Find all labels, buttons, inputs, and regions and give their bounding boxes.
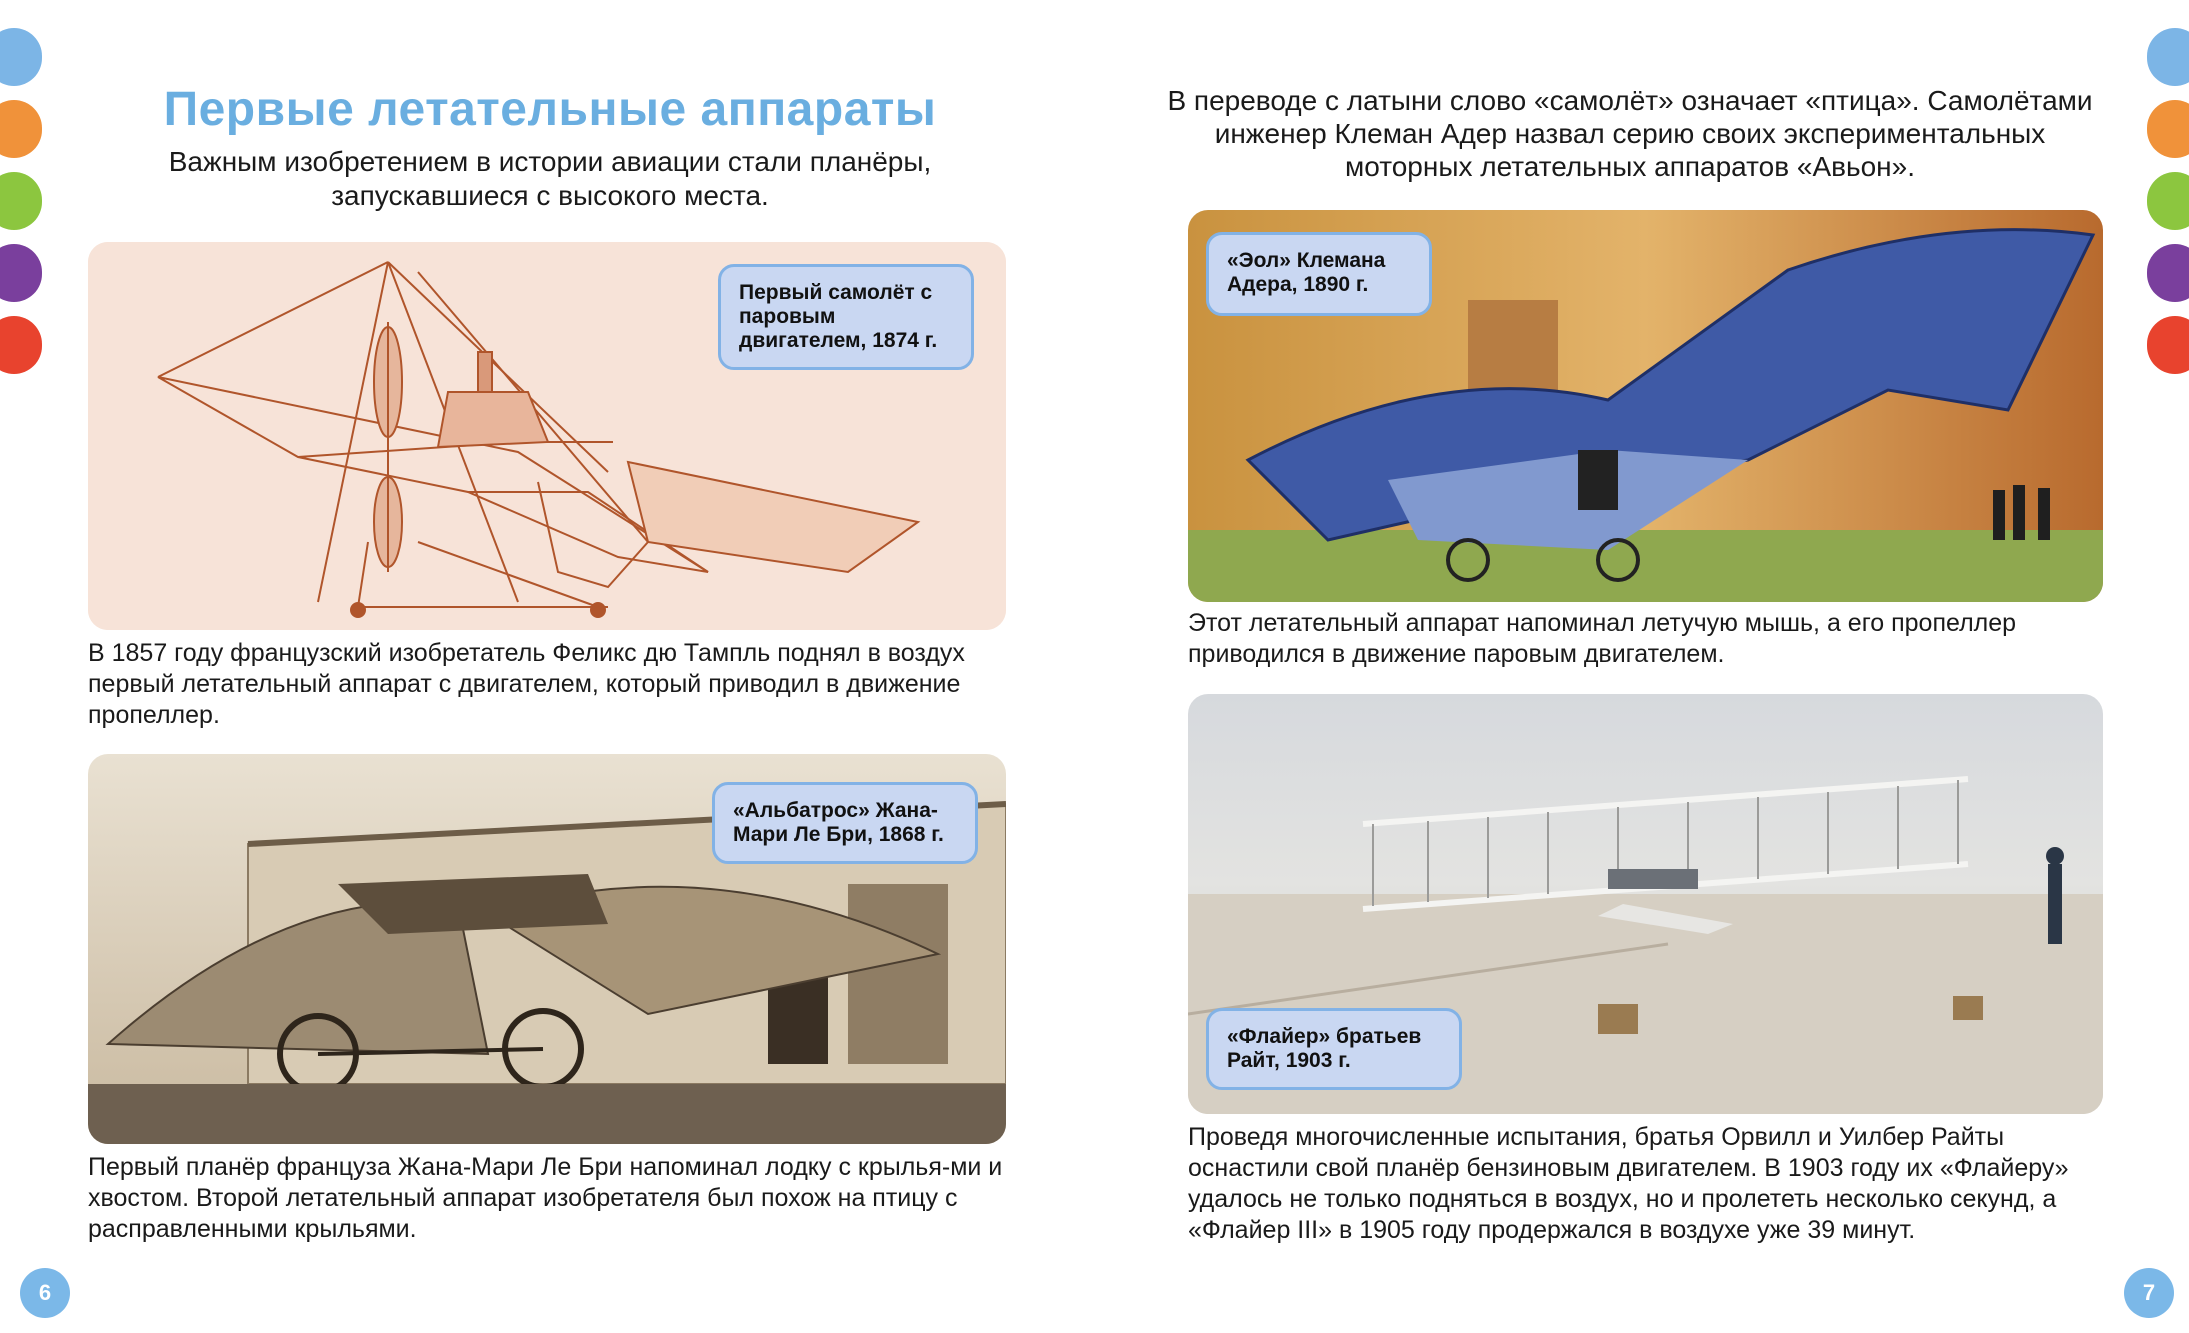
tab-blue-right: [2147, 28, 2189, 86]
figure-text-steam-plane: В 1857 году французский изобретатель Феликс дю Тампль поднял в воздух первый летательный аппарат с двигателем, который приводил в движение пропеллер.: [88, 639, 965, 729]
page-title: Первые летательные аппараты: [163, 83, 937, 136]
page-subtitle: Важным изобретением в истории авиации стали планёры, запускавшиеся с высокого места.: [168, 146, 932, 211]
figure-caption-albatross: «Альбатрос» Жана-Мари Ле Бри, 1868 г.: [712, 782, 978, 864]
page-number-left: 6: [20, 1268, 70, 1318]
tab-red-left: [0, 316, 42, 374]
tab-orange-right: [2147, 100, 2189, 158]
tab-orange-left: [0, 100, 42, 158]
tab-green-right: [2147, 172, 2189, 230]
figure-text-wright-flyer: Проведя многочисленные испытания, братья Орвилл и Уилбер Райты оснастили свой планёр бензиновым двигателем. В 1903 году их «Флайеру» удалось не только подняться в воздух, но и пролететь несколько секунд, а «Флайер III» в 1905 году продержался в воздухе уже 39 минут.: [1188, 1123, 2069, 1244]
tab-purple-left: [0, 244, 42, 302]
tab-purple-right: [2147, 244, 2189, 302]
tab-green-left: [0, 172, 42, 230]
tab-red-right: [2147, 316, 2189, 374]
right-intro-text: В переводе с латыни слово «самолёт» означает «птица». Самолётами инженер Клеман Адер назвал серию своих экспериментальных моторных летательных аппаратов «Авьон».: [1167, 85, 2093, 182]
figure-text-eole: Этот летательный аппарат напоминал летучую мышь, а его пропеллер приводился в движение паровым двигателем.: [1188, 609, 2017, 668]
figure-caption-steam-plane: Первый самолёт с паровым двигателем, 1874 г.: [718, 264, 974, 370]
figure-caption-eole: «Эол» Клемана Адера, 1890 г.: [1206, 232, 1432, 316]
tab-blue-left: [0, 28, 42, 86]
figure-text-albatross: Первый планёр француза Жана-Мари Ле Бри напоминал лодку с крылья-ми и хвостом. Второй летательный аппарат изобретателя был похож на птицу с расправленными крыльями.: [88, 1153, 1003, 1243]
figure-caption-wright-flyer: «Флайер» братьев Райт, 1903 г.: [1206, 1008, 1462, 1090]
page-number-right: 7: [2124, 1268, 2174, 1318]
